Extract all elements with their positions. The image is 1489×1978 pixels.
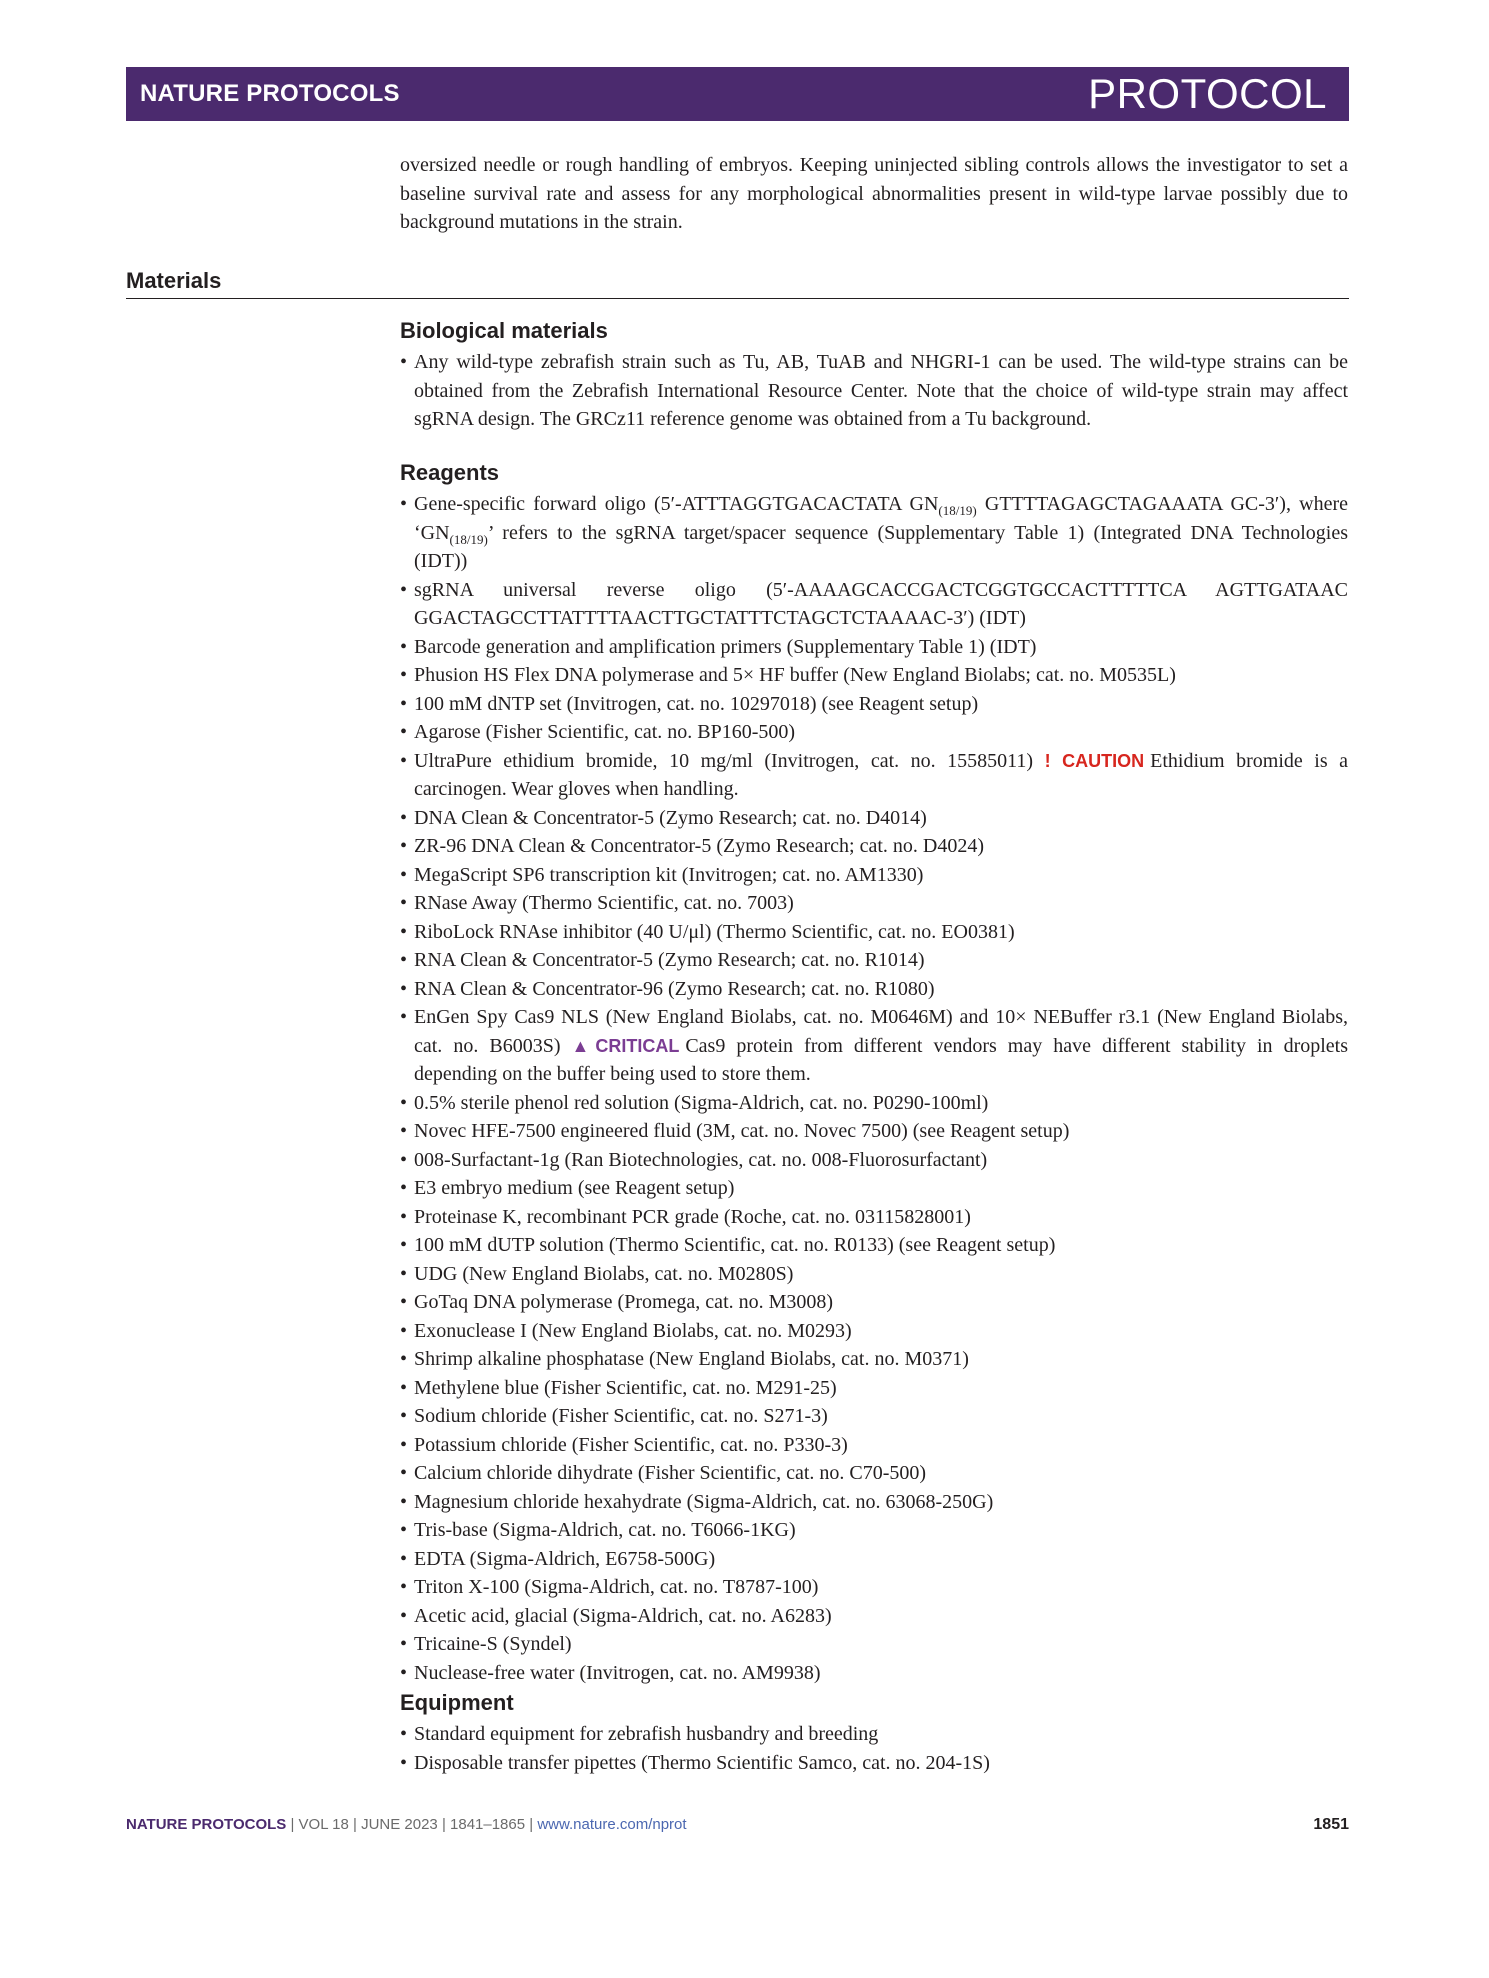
caution-note: Ethidium bromide is a carcinogen. Wear gloves when handling. <box>414 749 1349 800</box>
list-item: • Phusion HS Flex DNA polymerase and 5× HF buffer (New England Biolabs; cat. no. M0535L) <box>400 661 1348 690</box>
list-item: • Novec HFE-7500 engineered fluid (3M, cat. no. Novec 7500) (see Reagent setup) <box>400 1117 1348 1146</box>
reagents-list <box>400 747 1348 804</box>
journal-name: NATURE PROTOCOLS <box>140 80 400 107</box>
list-item: • Standard equipment for zebrafish husbandry and breeding <box>400 1720 1348 1749</box>
reagents-list <box>400 1089 1348 1688</box>
list-item: • Exonuclease I (New England Biolabs, cat. no. M0293) <box>400 1317 1348 1346</box>
reagents-list <box>400 1003 1348 1089</box>
list-item: • GoTaq DNA polymerase (Promega, cat. no. M3008) <box>400 1288 1348 1317</box>
list-item <box>400 1003 1348 1089</box>
oligo-text: Gene-specific forward oligo (5′-ATTTAGGTGACACTATA GN <box>414 493 939 515</box>
footer-citation: | VOL 18 | JUNE 2023 | 1841–1865 | <box>286 1816 538 1833</box>
section-title: Materials <box>126 268 222 293</box>
biological-materials-list <box>400 348 1348 434</box>
list-item: • Disposable transfer pipettes (Thermo Scientific Samco, cat. no. 204-1S) <box>400 1749 1348 1778</box>
list-item: • RNA Clean & Concentrator-96 (Zymo Research; cat. no. R1080) <box>400 975 1348 1004</box>
footer-url[interactable]: www.nature.com/nprot <box>537 1816 687 1833</box>
list-item: • Proteinase K, recombinant PCR grade (Roche, cat. no. 03115828001) <box>400 1203 1348 1232</box>
reagents-heading: Reagents <box>400 460 500 485</box>
list-item: • 100 mM dNTP set (Invitrogen, cat. no. 10297018) (see Reagent setup) <box>400 690 1348 719</box>
list-item: • Calcium chloride dihydrate (Fisher Scientific, cat. no. C70-500) <box>400 1459 1348 1488</box>
list-item: • Agarose (Fisher Scientific, cat. no. BP160-500) <box>400 718 1348 747</box>
page-footer <box>126 1816 1349 1840</box>
article-type: PROTOCOL <box>1088 70 1327 117</box>
oligo-text: GTTTTAGAGCTAGAAATA GC-3′), where ‘GN <box>414 493 1348 544</box>
footer-journal: NATURE PROTOCOLS <box>126 1816 287 1833</box>
list-item: • 100 mM dUTP solution (Thermo Scientific, cat. no. R0133) (see Reagent setup) <box>400 1231 1348 1260</box>
item-text: EnGen Spy Cas9 NLS (New England Biolabs, cat. no. M0646M) and 10× NEBuffer r3.1 (New England Biolabs, cat. no. B6003S) <box>414 1006 1348 1057</box>
biological-materials-heading: Biological materials <box>400 318 608 343</box>
critical-note: Cas9 protein from different vendors may have different stability in droplets depending on the buffer being used to store them. <box>414 1034 1348 1085</box>
equipment-list <box>400 1720 1348 1777</box>
list-item: • 008-Surfactant-1g (Ran Biotechnologies, cat. no. 008-Fluorosurfactant) <box>400 1146 1348 1175</box>
list-item: • Magnesium chloride hexahydrate (Sigma-Aldrich, cat. no. 63068-250G) <box>400 1488 1348 1517</box>
reagents-list <box>400 490 1348 576</box>
page-number: 1851 <box>1313 1816 1349 1833</box>
equipment-heading: Equipment <box>400 1690 514 1715</box>
list-item: • Sodium chloride (Fisher Scientific, cat. no. S271-3) <box>400 1402 1348 1431</box>
list-item: • Shrimp alkaline phosphatase (New England Biolabs, cat. no. M0371) <box>400 1345 1348 1374</box>
list-item: • Any wild-type zebrafish strain such as Tu, AB, TuAB and NHGRI-1 can be used. The wild-type strains can be obtained from the Zebrafish International Resource Center. Note that the choice of wild-type strain may affect sgRNA design. The GRCz11 reference genome was obtained from a Tu background. <box>400 348 1348 434</box>
list-item: • MegaScript SP6 transcription kit (Invitrogen; cat. no. AM1330) <box>400 861 1348 890</box>
list-item: • UDG (New England Biolabs, cat. no. M0280S) <box>400 1260 1348 1289</box>
equipment-block <box>400 1688 1348 1777</box>
list-item: • ZR-96 DNA Clean & Concentrator-5 (Zymo Research; cat. no. D4024) <box>400 832 1348 861</box>
section-divider <box>126 298 1349 299</box>
list-item: • Acetic acid, glacial (Sigma-Aldrich, cat. no. A6283) <box>400 1602 1348 1631</box>
list-item: • RNase Away (Thermo Scientific, cat. no. 7003) <box>400 889 1348 918</box>
caution-flag: ! CAUTION <box>1044 750 1145 771</box>
reagents-list <box>400 576 1348 747</box>
list-item: • Triton X-100 (Sigma-Aldrich, cat. no. T8787-100) <box>400 1573 1348 1602</box>
list-item: • 0.5% sterile phenol red solution (Sigma-Aldrich, cat. no. P0290-100ml) <box>400 1089 1348 1118</box>
list-item <box>400 747 1348 804</box>
item-text: UltraPure ethidium bromide, 10 mg/ml (Invitrogen, cat. no. 15585011) <box>414 749 1034 772</box>
list-item: • Nuclease-free water (Invitrogen, cat. no. AM9938) <box>400 1659 1348 1688</box>
reagents-block <box>400 458 1348 1687</box>
list-item: • E3 embryo medium (see Reagent setup) <box>400 1174 1348 1203</box>
header-bar <box>126 67 1349 121</box>
list-item: • sgRNA universal reverse oligo (5′-AAAAGCACCGACTCGGTGCCACTTTTTCA AGTTGATAAC GGACTAGCCTTATTTTAACTTGCTATTTCTAGCTCTAAAAC-3′) (IDT) <box>400 576 1348 633</box>
list-item: • Barcode generation and amplification primers (Supplementary Table 1) (IDT) <box>400 633 1348 662</box>
critical-flag: ▲CRITICAL <box>571 1035 680 1056</box>
list-item: • RNA Clean & Concentrator-5 (Zymo Research; cat. no. R1014) <box>400 946 1348 975</box>
list-item: • Tricaine-S (Syndel) <box>400 1630 1348 1659</box>
oligo-text: ’ refers to the sgRNA target/spacer sequence (Supplementary Table 1) (Integrated DNA Technologies (IDT)) <box>414 521 1348 572</box>
subscript: (18/19) <box>449 531 488 547</box>
biological-materials-block <box>400 316 1348 434</box>
list-item: • EDTA (Sigma-Aldrich, E6758-500G) <box>400 1545 1348 1574</box>
list-item: • Methylene blue (Fisher Scientific, cat. no. M291-25) <box>400 1374 1348 1403</box>
list-item: • RiboLock RNAse inhibitor (40 U/μl) (Thermo Scientific, cat. no. EO0381) <box>400 918 1348 947</box>
reagents-list <box>400 804 1348 1004</box>
intro-paragraph: oversized needle or rough handling of embryos. Keeping uninjected sibling controls allows the investigator to set a baseline survival rate and assess for any morphological abnormalities present in wild-type larvae possibly due to background mutations in the strain. <box>400 154 1348 233</box>
list-item: • Tris-base (Sigma-Aldrich, cat. no. T6066-1KG) <box>400 1516 1348 1545</box>
list-item: • Potassium chloride (Fisher Scientific, cat. no. P330-3) <box>400 1431 1348 1460</box>
list-item <box>400 490 1348 576</box>
subscript: (18/19) <box>938 503 977 518</box>
list-item: • DNA Clean & Concentrator-5 (Zymo Research; cat. no. D4014) <box>400 804 1348 833</box>
